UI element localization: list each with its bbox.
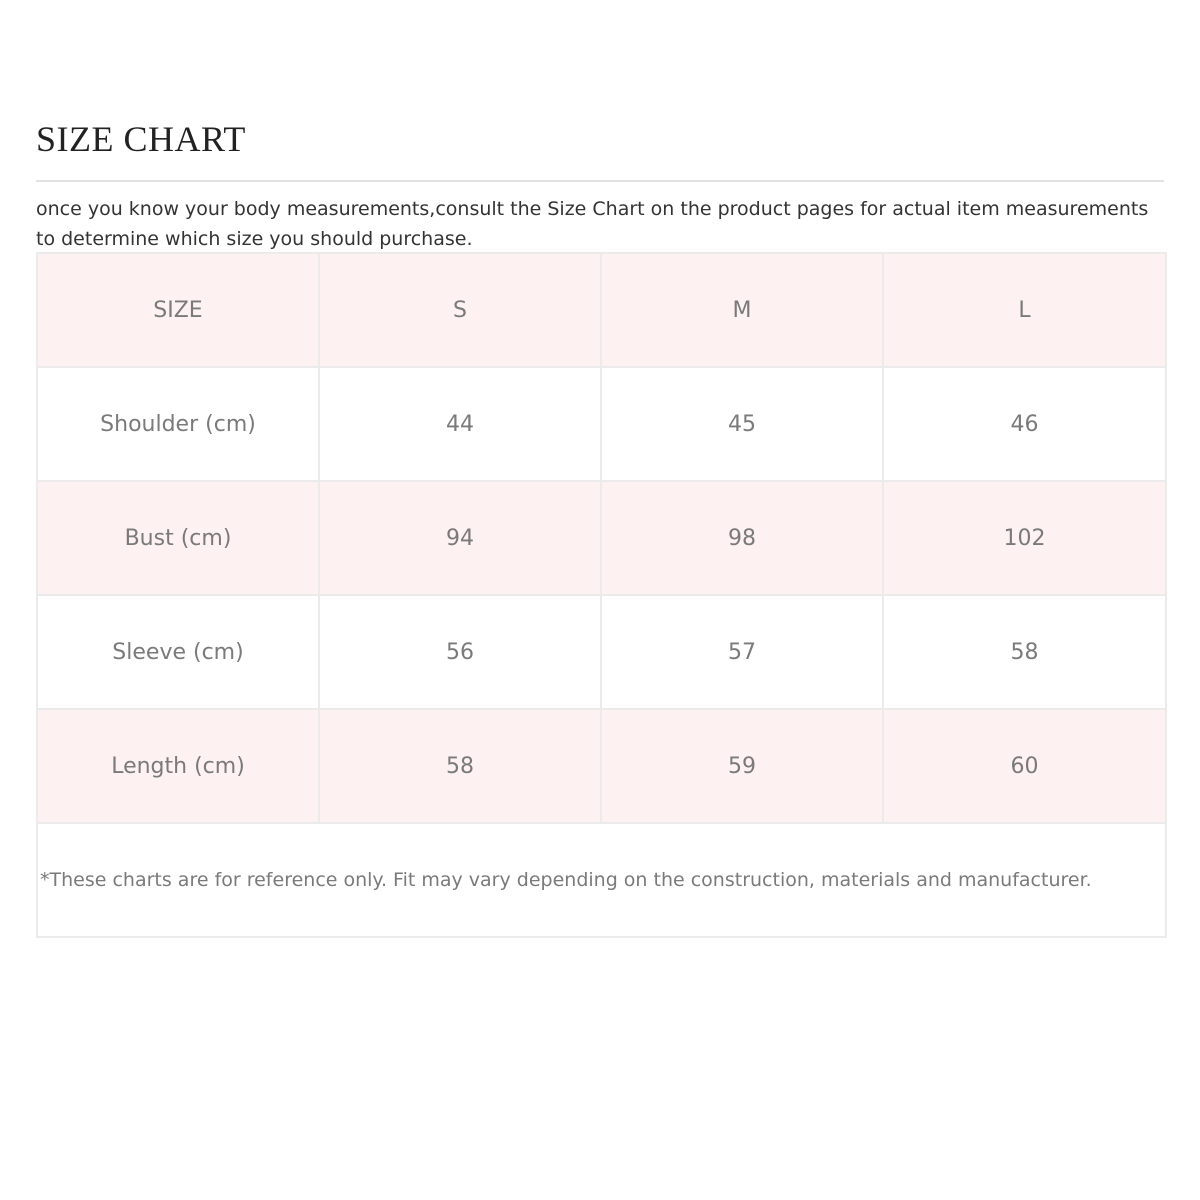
table-cell: 58: [319, 709, 601, 823]
table-cell: 44: [319, 367, 601, 481]
table-cell: 102: [883, 481, 1166, 595]
row-label: Bust (cm): [37, 481, 319, 595]
table-cell: 59: [601, 709, 883, 823]
intro-text: once you know your body measurements,consult the Size Chart on the product pages for actual item measurements to determine which size you should purchase.: [36, 198, 1149, 250]
page-title: SIZE CHART: [36, 119, 246, 159]
table-cell: 58: [883, 595, 1166, 709]
table-cell: 94: [319, 481, 601, 595]
size-table: [36, 252, 1167, 938]
table-cell: 56: [319, 595, 601, 709]
row-label: Length (cm): [37, 709, 319, 823]
table-row-length: [37, 709, 1166, 823]
table-row-shoulder: [37, 367, 1166, 481]
table-cell: 60: [883, 709, 1166, 823]
row-label: Shoulder (cm): [37, 367, 319, 481]
header-cell-l: L: [883, 253, 1166, 367]
header-cell-s: S: [319, 253, 601, 367]
header-cell-m: M: [601, 253, 883, 367]
table-cell: 45: [601, 367, 883, 481]
row-label: Sleeve (cm): [37, 595, 319, 709]
table-row-bust: [37, 481, 1166, 595]
table-cell: 57: [601, 595, 883, 709]
reference-note: *These charts are for reference only. Fit may vary depending on the construction, materials and manufacturer.: [37, 823, 1166, 937]
table-row-sleeve: [37, 595, 1166, 709]
table-cell: 46: [883, 367, 1166, 481]
table-note-row: [37, 823, 1166, 937]
table-cell: 98: [601, 481, 883, 595]
header-cell-size: SIZE: [37, 253, 319, 367]
title-divider: [36, 180, 1164, 182]
table-header-row: [37, 253, 1166, 367]
